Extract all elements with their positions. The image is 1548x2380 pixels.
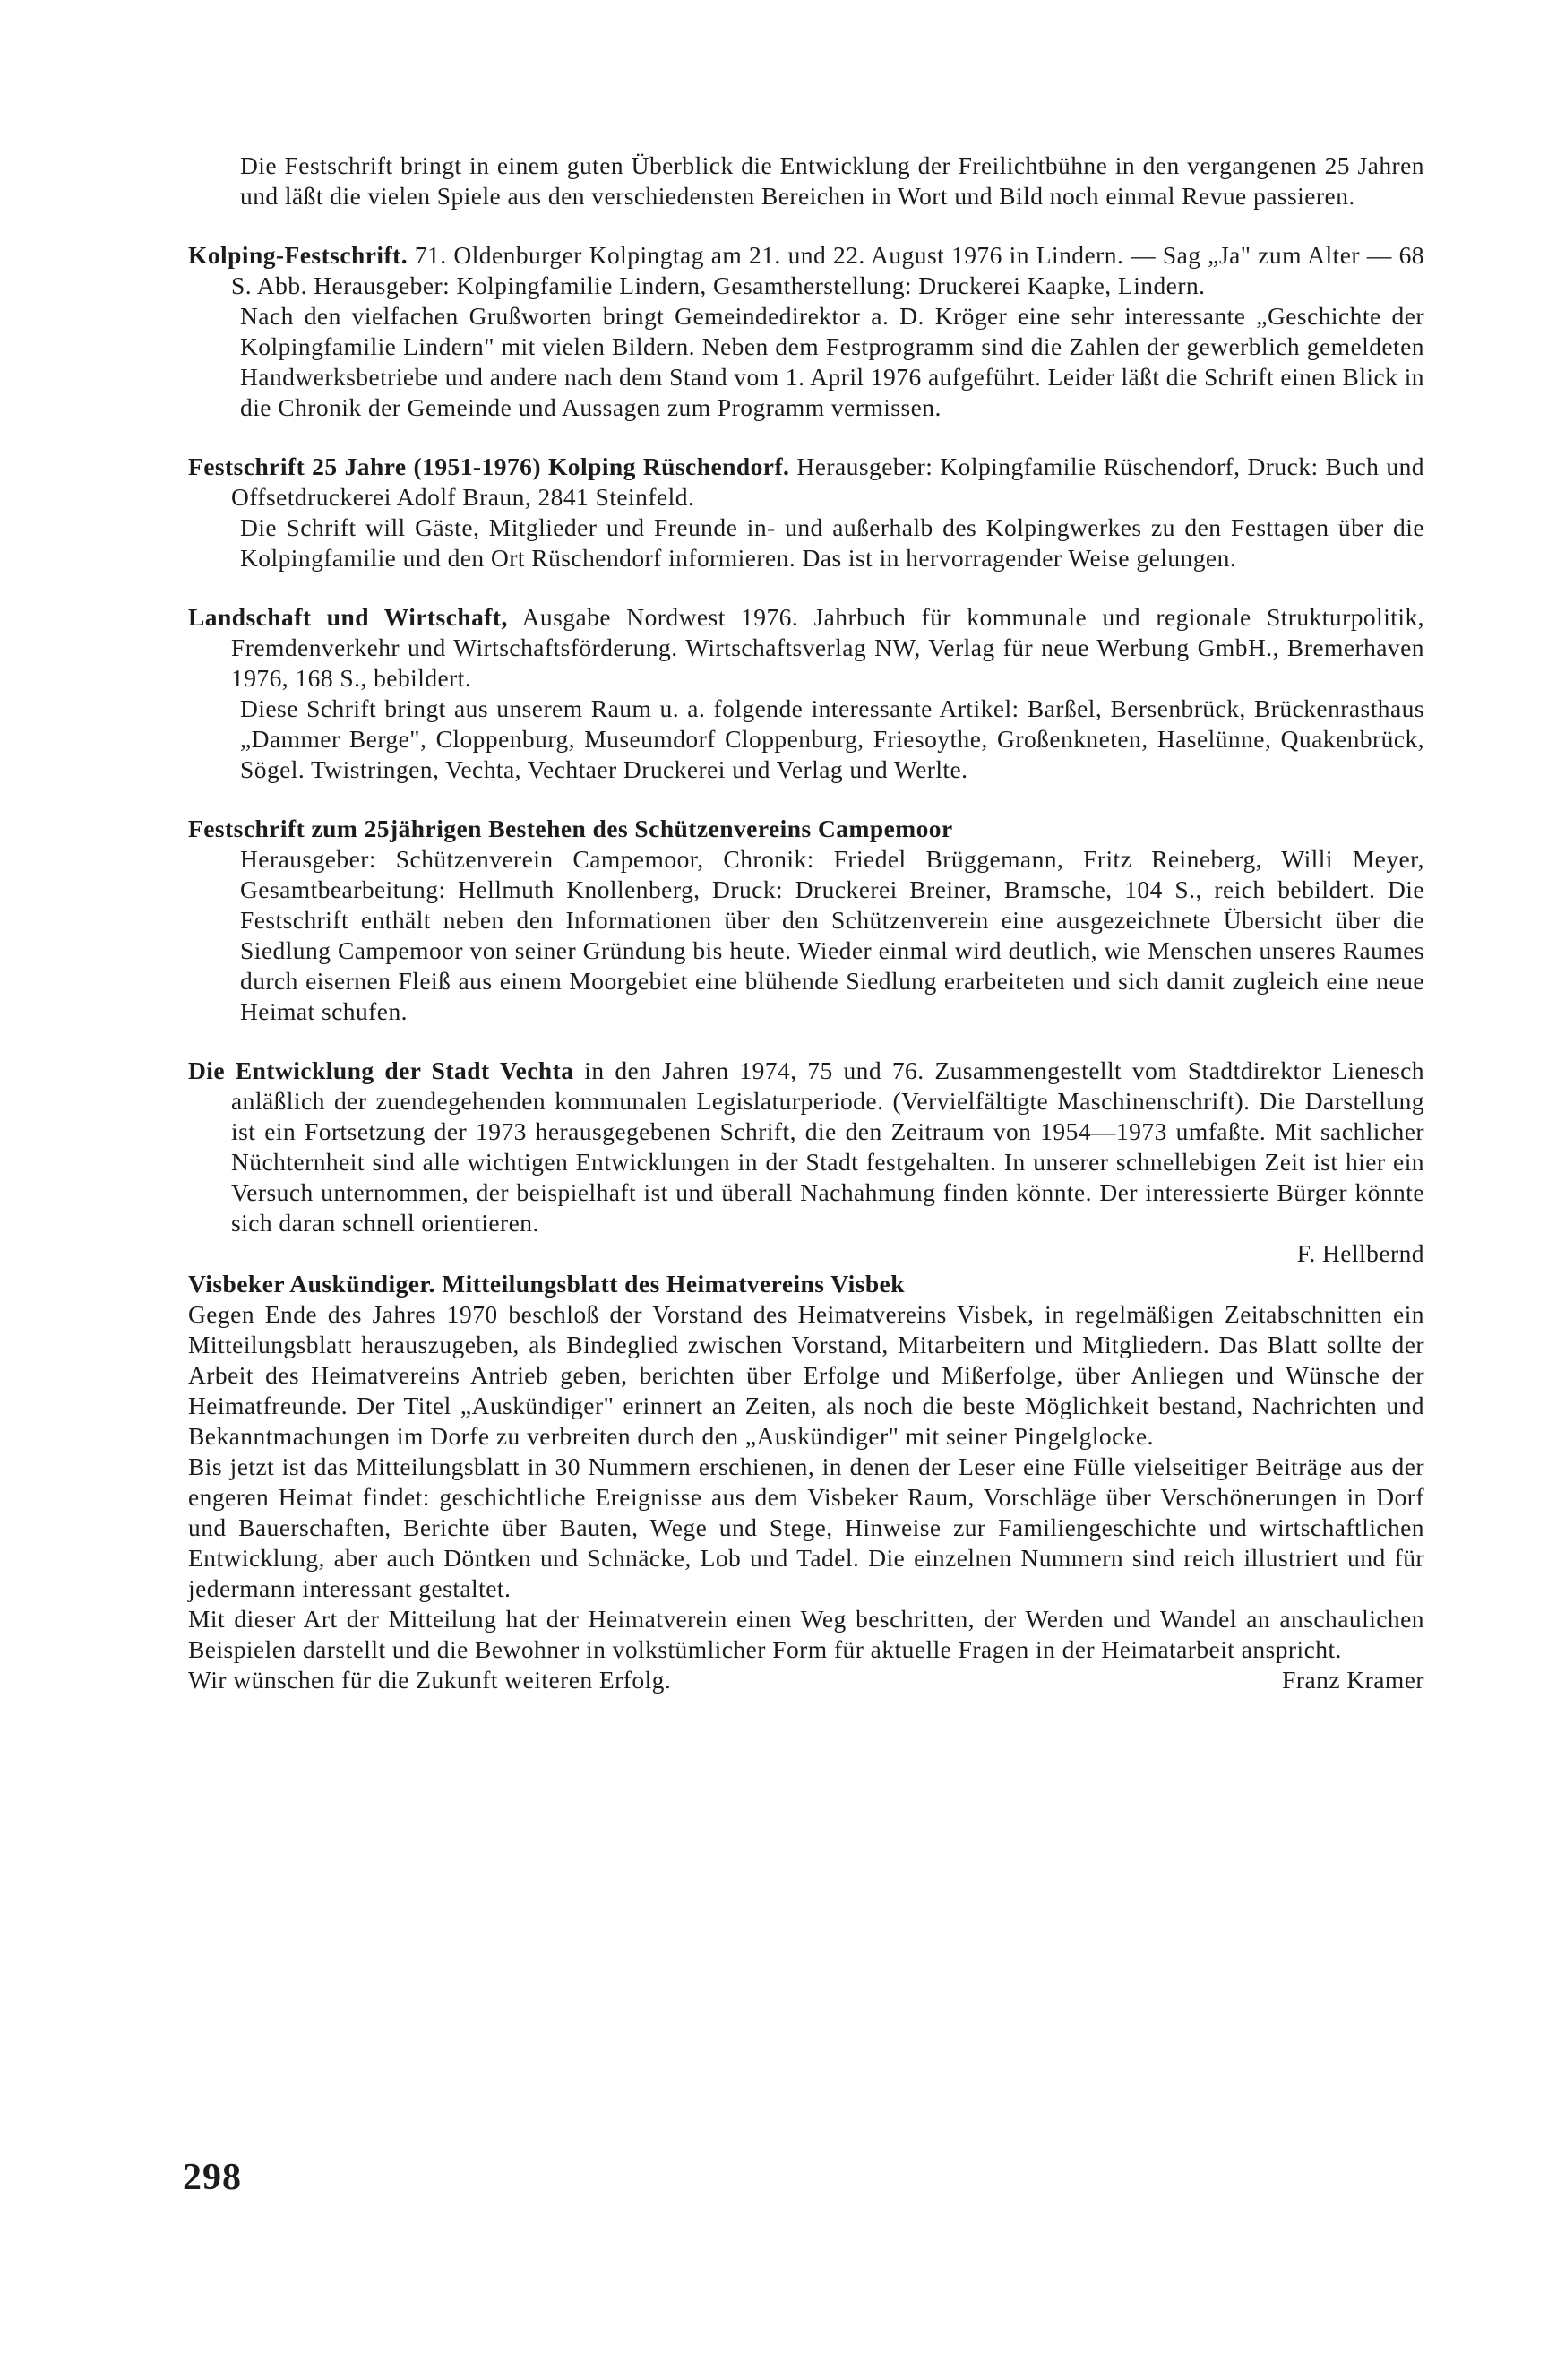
review-title: Visbeker Auskündiger. Mitteilungsblatt des Heimatvereins Visbek (188, 1270, 905, 1298)
review-entry-continuation (188, 151, 1424, 211)
review-heading (188, 240, 1424, 301)
review-column (188, 151, 1424, 1695)
review-paragraph: Bis jetzt ist das Mitteilungsblatt in 30 Nummern erschienen, in denen der Leser eine Fülle vielseitiger Beiträge aus der engeren Heimat findet: geschichtliche Ereignisse aus dem Visbeker Raum, Vorschläge über Verschönerungen in Dorf und Bauerschaften, Berichte über Bauten, Wege und Stege, Hinweise zur Familiengeschichte und wirtschaftlichen Entwicklung, aber auch Döntken und Schnäcke, Lob und Tadel. Die einzelnen Nummern sind reich illustriert und für jedermann interessant gestaltet. (188, 1453, 1424, 1602)
review-closing-line (188, 1665, 1424, 1695)
review-entry-kolping-rueschendorf (188, 452, 1424, 573)
review-heading (188, 1056, 1424, 1238)
review-bibliographic-info: 71. Oldenburger Kolpingtag am 21. und 22. August 1976 in Lindern. — Sag „Ja" zum Alter — 68 S. Abb. Herausgeber: Kolpingfamilie Lindern, Gesamtherstellung: Druckerei Kaapke, Lindern. (231, 241, 1424, 299)
review-paragraph: Die Schrift will Gäste, Mitglieder und Freunde in- und außerhalb des Kolpingwerkes zu den Festtagen über die Kolpingfamilie und den Ort Rüschendorf informieren. Das ist in hervorragender Weise gelungen. (240, 513, 1424, 572)
review-entry-visbeker-auskuendiger (188, 1269, 1424, 1695)
review-closing-text: Wir wünschen für die Zukunft weiteren Erfolg. (188, 1666, 672, 1694)
review-paragraph: Diese Schrift bringt aus unserem Raum u. a. folgende interessante Artikel: Barßel, Bersenbrück, Brückenrasthaus „Dammer Berge", Cloppenburg, Museumdorf Cloppenburg, Friesoythe, Großenkneten, Haselünne, Quakenbrück, Sögel. Twistringen, Vechta, Vechtaer Druckerei und Verlag und Werlte. (240, 694, 1424, 783)
review-paragraph: Gegen Ende des Jahres 1970 beschloß der Vorstand des Heimatvereins Visbek, in regelmäßigen Zeitabschnitten ein Mitteilungsblatt herauszugeben, als Bindeglied zwischen Vorstand, Mitarbeitern und Mitgliedern. Das Blatt sollte der Arbeit des Heimatvereins Antrieb geben, berichten über Erfolge und Mißerfolge, über Anliegen und Wünsche der Heimatfreunde. Der Titel „Auskündiger" erinnert an Zeiten, als noch die beste Möglichkeit bestand, Nachrichten und Bekanntmachungen im Dorfe zu verbreiten durch den „Auskündiger" mit seiner Pingelglocke. (188, 1300, 1424, 1450)
page-number: 298 (183, 2157, 242, 2198)
review-heading (188, 602, 1424, 694)
review-bibliographic-info: Herausgeber: Kolpingfamilie Rüschendorf, Druck: Buch und Offsetdruckerei Adolf Braun, 2841 Steinfeld. (231, 453, 1424, 511)
review-author-signature: Franz Kramer (1282, 1666, 1424, 1694)
review-paragraph: Die Festschrift bringt in einem guten Überblick die Entwicklung der Freilichtbühne in den vergangenen 25 Jahren und läßt die vielen Spiele aus den verschiedensten Bereichen in Wort und Bild noch einmal Revue passieren. (240, 151, 1424, 210)
review-title: Landschaft und Wirtschaft, (188, 603, 508, 631)
review-paragraph: Nach den vielfachen Grußworten bringt Gemeindedirektor a. D. Kröger eine sehr interessante „Geschichte der Kolpingfamilie Lindern" mit vielen Bildern. Neben dem Festprogramm sind die Zahlen der gewerblich gemeldeten Handwerksbetriebe und andere nach dem Stand vom 1. April 1976 aufgeführt. Leider läßt die Schrift einen Blick in die Chronik der Gemeinde und Aussagen zum Programm vermissen. (240, 302, 1424, 421)
review-author-signature: F. Hellbernd (1296, 1239, 1424, 1267)
review-paragraph: Mit dieser Art der Mitteilung hat der Heimatverein einen Weg beschritten, der Werden und Wandel an anschaulichen Beispielen darstellt und die Bewohner in volkstümlicher Form für aktuelle Fragen in der Heimatarbeit anspricht. (188, 1605, 1424, 1663)
review-heading (188, 814, 1424, 844)
review-bibliographic-info: Ausgabe Nordwest 1976. Jahrbuch für kommunale und regionale Strukturpolitik, Fremdenverkehr und Wirtschaftsförderung. Wirtschaftsverlag NW, Verlag für neue Werbung GmbH., Bremerhaven 1976, 168 S., bebildert. (231, 603, 1424, 692)
review-heading (188, 1269, 1424, 1299)
review-title: Festschrift zum 25jährigen Bestehen des Schützenvereins Campemoor (188, 815, 953, 842)
review-title: Die Entwicklung der Stadt Vechta (188, 1056, 574, 1084)
review-entry-schuetzenverein-campemoor (188, 814, 1424, 1027)
review-entry-landschaft-wirtschaft (188, 602, 1424, 785)
review-bibliographic-info: in den Jahren 1974, 75 und 76. Zusammengestellt vom Stadtdirektor Lienesch anläßlich der zuendegehenden kommunalen Legislaturperiode. (Vervielfältigte Maschinenschrift). Die Darstellung ist ein Fortsetzung der 1973 herausgegebenen Schrift, die den Zeitraum von 1954—1973 umfaßte. Mit sachlicher Nüchternheit sind alle wichtigen Entwicklungen in der Stadt festgehalten. In unserer schnellebigen Zeit ist hier ein Versuch unternommen, der beispielhaft ist und überall Nachahmung finden könnte. Der interessierte Bürger könnte sich daran schnell orientieren. (231, 1056, 1424, 1237)
review-paragraph: Herausgeber: Schützenverein Campemoor, Chronik: Friedel Brüggemann, Fritz Reineberg, Willi Meyer, Gesamtbearbeitung: Hellmuth Knollenberg, Druck: Druckerei Breiner, Bramsche, 104 S., reich bebildert. Die Festschrift enthält neben den Informationen über den Schützenverein eine ausgezeichnete Übersicht über die Siedlung Campemoor von seiner Gründung bis heute. Wieder einmal wird deutlich, wie Menschen unseres Raumes durch eisernen Fleiß aus einem Moorgebiet eine blühende Siedlung erarbeiteten und sich damit zugleich eine neue Heimat schufen. (240, 845, 1424, 1025)
review-title: Kolping-Festschrift. (188, 241, 408, 269)
review-entry-stadt-vechta (188, 1056, 1424, 1269)
review-title: Festschrift 25 Jahre (1951-1976) Kolping Rüschendorf. (188, 453, 790, 480)
review-heading (188, 452, 1424, 513)
review-entry-kolping-lindern (188, 240, 1424, 423)
